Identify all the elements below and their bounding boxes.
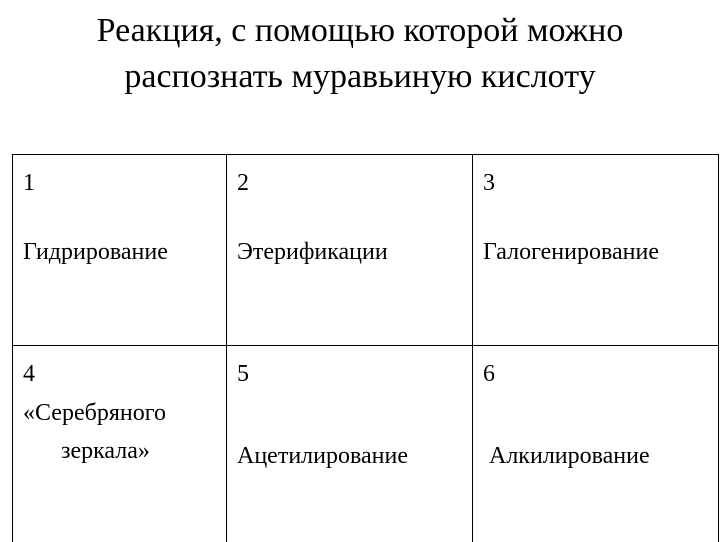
option-label-line-2: зеркала» [23, 432, 216, 470]
option-number: 6 [483, 358, 708, 390]
table-row [13, 346, 719, 542]
option-number: 2 [237, 167, 462, 199]
option-cell-3 [473, 155, 719, 346]
option-label: Ацетилирование [237, 440, 462, 472]
option-cell-5 [227, 346, 473, 542]
option-number: 1 [23, 167, 216, 199]
option-cell-4 [13, 346, 227, 542]
title-line-1: Реакция, с помощью которой можно [0, 8, 720, 54]
table-row [13, 155, 719, 346]
option-label [23, 394, 216, 470]
option-number: 5 [237, 358, 462, 390]
option-label: Алкилирование [483, 440, 708, 472]
slide-title [0, 8, 720, 100]
option-cell-1 [13, 155, 227, 346]
option-label: Гидрирование [23, 236, 216, 268]
option-number: 3 [483, 167, 708, 199]
option-cell-6 [473, 346, 719, 542]
option-label: Этерификации [237, 236, 462, 268]
option-number: 4 [23, 358, 216, 390]
option-cell-2 [227, 155, 473, 346]
answer-options-table [12, 154, 719, 542]
option-label-line-1: «Серебряного [23, 400, 166, 426]
title-line-2: распознать муравьиную кислоту [0, 54, 720, 100]
option-label: Галогенирование [483, 236, 708, 268]
